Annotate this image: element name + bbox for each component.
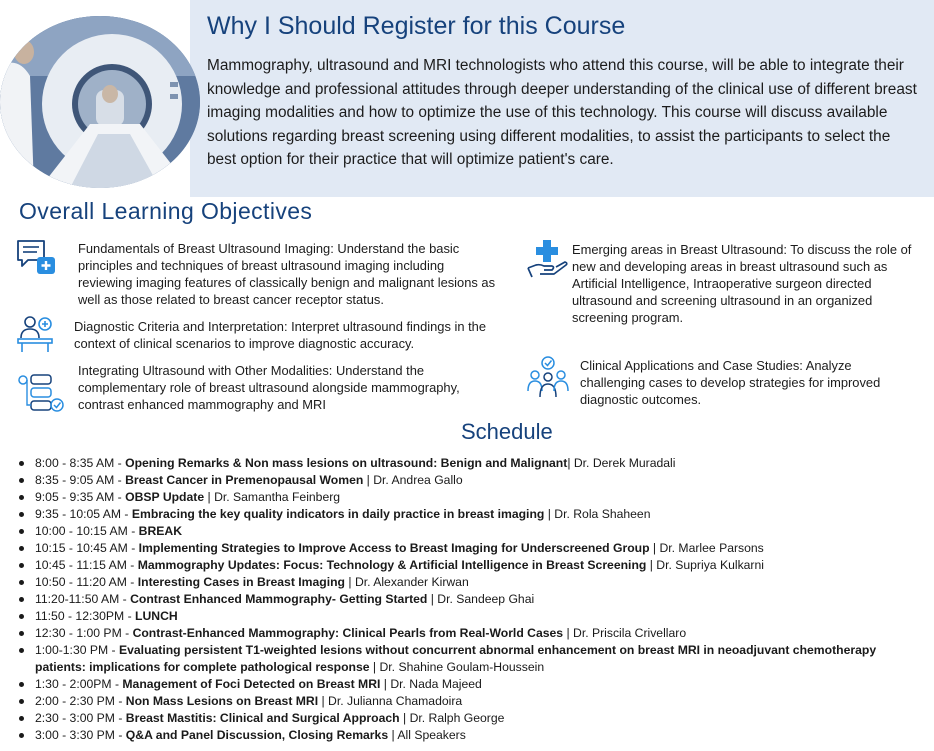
schedule-list (18, 455, 923, 744)
why-register-description: Mammography, ultrasound and MRI technologists who attend this course, will be able to integrate their knowledge and professional attitudes through deeper understanding of the clinical use of different breast imaging modalities and how to optimize the use of this technology. This course will discuss available solutions regarding breast screening using different modalities, to assist the participants to select the best option for their practice that will optimize patient's care. (207, 57, 917, 168)
schedule-item: 10:15 - 10:45 AM - Implementing Strategies to Improve Access to Breast Imaging for Underscreened Group | Dr. Marlee Parsons (18, 540, 923, 557)
workflow-icon (17, 371, 65, 418)
schedule-item: 10:00 - 10:15 AM - BREAK (18, 523, 923, 540)
schedule-item: 1:30 - 2:00PM - Management of Foci Detected on Breast MRI | Dr. Nada Majeed (18, 676, 923, 693)
schedule-item: 3:00 - 3:30 PM - Q&A and Panel Discussion, Closing Remarks | All Speakers (18, 727, 923, 744)
schedule-item: 11:50 - 12:30PM - LUNCH (18, 608, 923, 625)
objective-clinical-applications: Clinical Applications and Case Studies: Analyze challenging cases to develop strategies for improved diagnostic outcomes. (580, 358, 881, 407)
schedule-item: 1:00-1:30 PM - Evaluating persistent T1-weighted lesions without concurrent abnormal enhancement on breast MRI in neoadjuvant chemotherapy patients: implications for complete pathological response | Dr. Shahine Goulam-Houssein (18, 642, 923, 676)
schedule-item: 2:00 - 2:30 PM - Non Mass Lesions on Breast MRI | Dr. Julianna Chamadoira (18, 693, 923, 710)
team-check-icon (527, 355, 569, 404)
schedule-item: 10:45 - 11:15 AM - Mammography Updates: Focus: Technology & Artificial Intelligence in Breast Screening | Dr. Supriya Kulkarni (18, 557, 923, 574)
schedule-item: 12:30 - 1:00 PM - Contrast-Enhanced Mammography: Clinical Pearls from Real-World Cases | Dr. Priscila Crivellaro (18, 625, 923, 642)
why-register-title: Why I Should Register for this Course (207, 12, 626, 40)
objective-emerging-areas: Emerging areas in Breast Ultrasound: To discuss the role of new and developing areas in breast ultrasound such as Artificial Intelligence, Intraoperative surgeon directed ultrasound and screening ultrasound in an organized screening program. (572, 242, 912, 325)
schedule-item: 8:35 - 9:05 AM - Breast Cancer in Premenopausal Women | Dr. Andrea Gallo (18, 472, 923, 489)
schedule-title: Schedule (461, 419, 553, 444)
doctor-desk-icon (16, 314, 56, 359)
chat-plus-icon (15, 238, 57, 283)
objective-diagnostic-criteria: Diagnostic Criteria and Interpretation: Interpret ultrasound findings in the context of clinical scenarios to improve diagnostic accuracy. (74, 319, 487, 351)
schedule-item: 2:30 - 3:00 PM - Breast Mastitis: Clinical and Surgical Approach | Dr. Ralph George (18, 710, 923, 727)
schedule-item: 8:00 - 8:35 AM - Opening Remarks & Non mass lesions on ultrasound: Benign and Malignant| Dr. Derek Muradali (18, 455, 923, 472)
schedule-item: 9:35 - 10:05 AM - Embracing the key quality indicators in daily practice in breast imaging | Dr. Rola Shaheen (18, 506, 923, 523)
schedule-item: 11:20-11:50 AM - Contrast Enhanced Mammography- Getting Started | Dr. Sandeep Ghai (18, 591, 923, 608)
objective-ultrasound-fundamentals: Fundamentals of Breast Ultrasound Imaging: Understand the basic principles and techniques of breast ultrasound imaging including reviewing imaging features of classically benign and malignant lesions as well as those related to breast cancer receptor status. (78, 241, 496, 307)
schedule-item: 10:50 - 11:20 AM - Interesting Cases in Breast Imaging | Dr. Alexander Kirwan (18, 574, 923, 591)
objectives-title: Overall Learning Objectives (19, 198, 313, 224)
hand-cross-icon (526, 238, 570, 285)
schedule-item: 9:05 - 9:35 AM - OBSP Update | Dr. Samantha Feinberg (18, 489, 923, 506)
mri-scanner-photo (0, 16, 200, 188)
objective-integrating-modalities: Integrating Ultrasound with Other Modalities: Understand the complementary role of breast ultrasound alongside mammography, contrast enhanced mammography and MRI (78, 363, 460, 412)
